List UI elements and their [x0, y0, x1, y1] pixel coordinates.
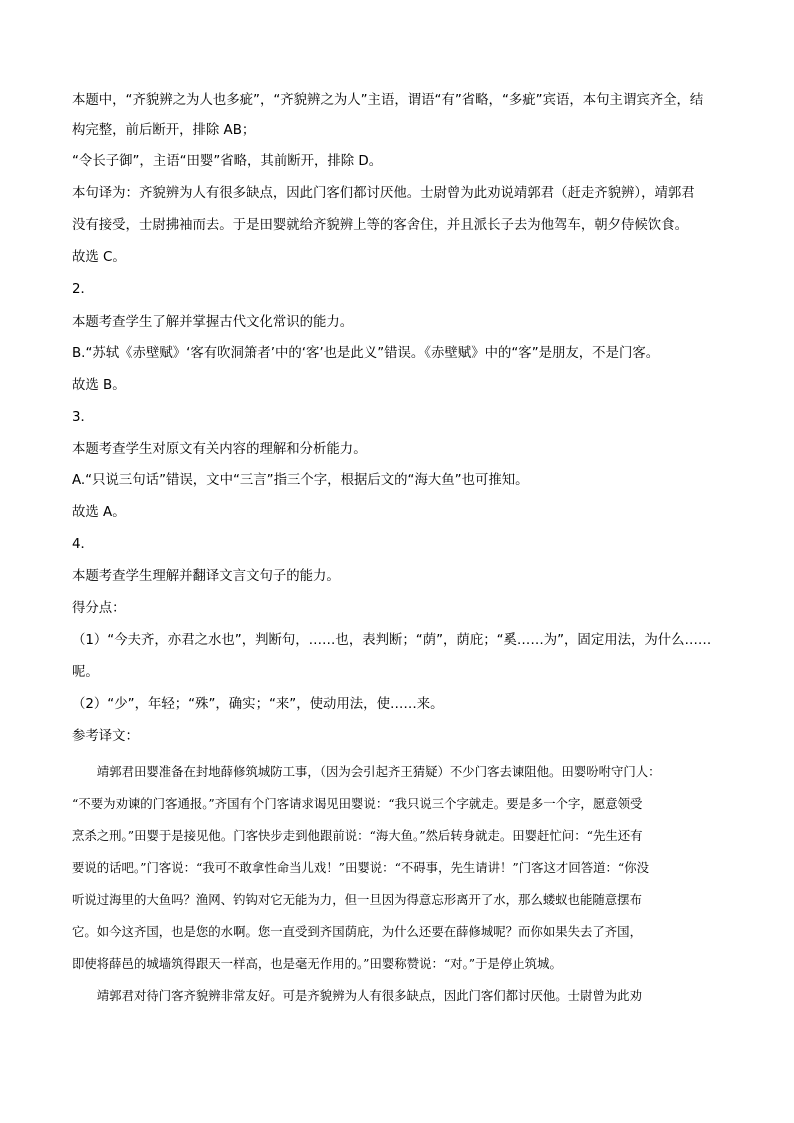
- text-line: 本题考查学生理解并翻译文言文句子的能力。: [72, 569, 340, 584]
- text-line: 本题考查学生对原文有关内容的理解和分析能力。: [72, 442, 367, 457]
- text-line: 故选 C。: [72, 250, 126, 265]
- text-line: B.“苏轼《赤壁赋》‘客有吹洞箫者’中的‘客’也是此义”错误。《赤壁赋》中的“客”是朋友，不是门客。: [72, 346, 660, 361]
- translation-line: 它。如今这齐国，也是您的水啊。您一直受到齐国荫庇，为什么还要在薛修城呢？而你如果失去了齐国，: [72, 924, 642, 939]
- text-line: 2．: [72, 282, 94, 297]
- text-line: 构完整，前后断开，排除 AB；: [72, 123, 256, 138]
- text-line: 呢。: [72, 665, 99, 680]
- translation-line: 听说过海里的大鱼吗？渔网、钓钩对它无能为力，但一旦因为得意忘形离开了水，那么蝼蚁也能随意摆布: [72, 892, 642, 907]
- text-line: “令长子御”，主语“田婴”省略，其前断开，排除 D。: [72, 154, 383, 169]
- translation-line: 靖郭君田婴准备在封地薛修筑城防工事，（因为会引起齐王猜疑）不少门客去谏阻他。田婴吩咐守门人：: [72, 764, 661, 779]
- text-line: 本题考查学生了解并掌握古代文化常识的能力。: [72, 315, 354, 330]
- text-line: 4．: [72, 537, 94, 552]
- translation-line: 烹杀之刑。”田婴于是接见他。门客快步走到他跟前说：“海大鱼。”然后转身就走。田婴赶忙问：“先生还有: [72, 828, 643, 843]
- text-line: 3．: [72, 410, 94, 425]
- text-line: 本题中，“齐貌辨之为人也多疵”，“齐貌辨之为人”主语，谓语“有”省略，“多疵”宾语，本句主谓宾齐全，结: [72, 93, 704, 108]
- translation-line: 靖郭君对待门客齐貌辨非常友好。可是齐貌辨为人有很多缺点，因此门客们都讨厌他。士尉曾为此劝: [72, 988, 642, 1003]
- translation-line: “不要为劝谏的门客通报。”齐国有个门客请求谒见田婴说：“我只说三个字就走。要是多一个字，愿意领受: [72, 796, 643, 811]
- translation-line: 要说的话吧。”门客说：“我可不敢拿性命当儿戏！”田婴说：“不碍事，先生请讲！”门客这才回答道：“你没: [72, 860, 649, 875]
- text-line: 没有接受，士尉拂袖而去。于是田婴就给齐貌辨上等的客舍住，并且派长子去为他驾车，朝夕侍候饮食。: [72, 218, 688, 233]
- text-line: 故选 B。: [72, 378, 126, 393]
- text-line: 本句译为：齐貌辨为人有很多缺点，因此门客们都讨厌他。士尉曾为此劝说靖郭君（赶走齐貌辨），靖郭君: [72, 186, 695, 201]
- translation-line: 即使将薛邑的城墙筑得跟天一样高，也是毫无作用的。”田婴称赞说：“对。”于是停止筑城。: [72, 956, 562, 971]
- text-line: 参考译文：: [72, 729, 139, 744]
- text-line: （2）“少”，年轻；“殊”，确实；“来”，使动用法，使……来。: [72, 697, 444, 712]
- text-line: （1）“今夫齐，亦君之水也”，判断句，……也，表判断；“荫”，荫庇；“奚……为”，固定用法，为什么……: [72, 633, 712, 648]
- text-line: 故选 A。: [72, 505, 126, 520]
- text-line: 得分点：: [72, 601, 126, 616]
- text-line: A.“只说三句话”错误，文中“三言”指三个字，根据后文的“海大鱼”也可推知。: [72, 473, 529, 488]
